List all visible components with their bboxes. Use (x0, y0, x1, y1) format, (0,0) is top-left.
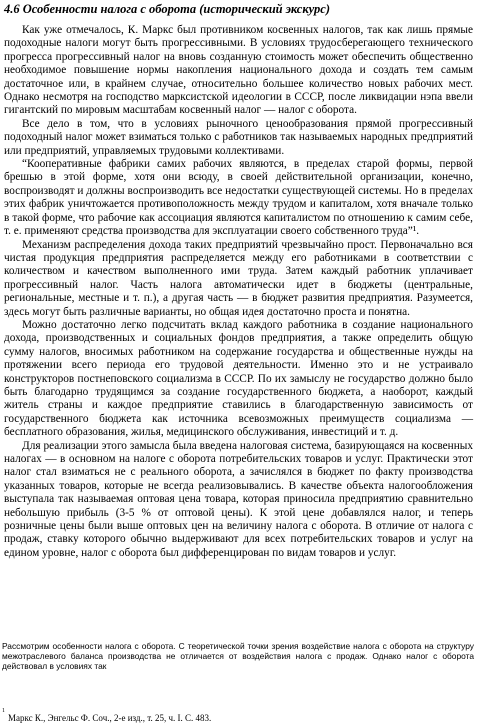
body-text (4, 24, 473, 560)
paragraph: Можно достаточно легко подсчитать вклад каждого работника в создание национального дохода, производственных и социальных фондов предприятия, а также определить общую сумму налогов, вносимых работником на содержание государства и общественные нужды на протяжении всего периода его трудовой деятельности. Именно это и не устраивало конструкторов постнеповского социализма в СССР. По их замыслу не государство должно было быть благодарно трудящимся за создание государственного бюджета, а наоборот, каждый житель страны и каждое предприятие ставились в благодарственную зависимость от государственного бюджета как источника всевозможных преимуществ социализма — бесплатного образования, жилья, медицинского обслуживания, инвестиций и т. д. (4, 318, 473, 439)
quote-paragraph: “Кооперативные фабрики самих рабочих являются, в пределах старой формы, первой брешью в этой форме, хотя они всюду, в своей действительной организации, конечно, воспроизводят и должны воспроизводить все недостатки существующей системы. Но в пределах этих фабрик уничтожается противоположность между трудом и капиталом, хотя вначале только в такой форме, что рабочие как ассоциация являются капиталистом по отношению к самим себе, т. е. применяют средства производства для эксплуатации своего собственного труда”¹. (4, 158, 473, 238)
paragraph: Все дело в том, что в условиях рыночного ценообразования прямой прогрессивный подоходный налог может взиматься только с работников так называемых народных предприятий или предприятий, управляемых трудовыми коллективами. (4, 117, 473, 157)
paragraph: Механизм распределения дохода таких предприятий чрезвычайно прост. Первоначально вся чистая продукция предприятия распределяется между его работниками в соответствии с количеством и качеством выполненного ими труда. Затем каждый работник уплачивает прогрессивный налог. Часть налога автоматически идет в бюджеты (центральные, региональные, местные и т. п.), а другая часть — в бюджет развития предприятия. Разумеется, здесь могут быть различные варианты, но общая идея достаточно проста и понятна. (4, 238, 473, 318)
footnote: Маркс К., Энгельс Ф. Соч., 2-е изд., т. 25, ч. I. С. 483. (8, 713, 212, 723)
paragraph: Для реализации этого замысла была введена налоговая система, базирующаяся на косвенных налогах — в основном на налоге с оборота потребительских товаров и услуг. Практически этот налог стал взиматься не с реального оборота, а зачислялся в бюджет по факту производства указанных товаров, которые не всегда реализовывались. В качестве объекта налогообложения выступала так называемая оптовая цена товара, которая приносила предприятию сравнительно небольшую прибыль (3-5 % от оптовой цены). К этой цене добавлялся налог, и теперь розничные цены были выше оптовых цен на величину налога с оборота. В отличие от налога с продаж, ставку которого обычно выдерживают для всех потребительских товаров и услуг на едином уровне, налог с оборота был дифференцирован по видам товаров и услуг. (4, 439, 473, 559)
section-heading: 4.6 Особенности налога с оборота (исторический экскурс) (4, 2, 331, 16)
small-print-paragraph: Рассмотрим особенности налога с оборота. С теоретической точки зрения воздействие налога с оборота на структуру межотраслевого баланса производства не отличается от воздействия налога с продаж. Однако налог с оборота действовал в условиях так (2, 641, 474, 672)
paragraph: Как уже отмечалось, К. Маркс был противником косвенных налогов, так как лишь прямые подоходные налоги могут быть прогрессивными. В условиях трудосберегающего технического прогресса прогрессивный налог на вновь созданную стоимость может обеспечить общественно необходимое повышение нормы накопления национального дохода и создать тем самым достаточное или, в крайнем случае, относительно большее количество новых рабочих мест. Однако несмотря на господство марксистской идеологии в СССР, после ликвидации нэпа ввели гигантский по мировым масштабам косвенный налог — налог с оборота. (4, 24, 473, 117)
footnote-mark: 1 (2, 708, 5, 714)
